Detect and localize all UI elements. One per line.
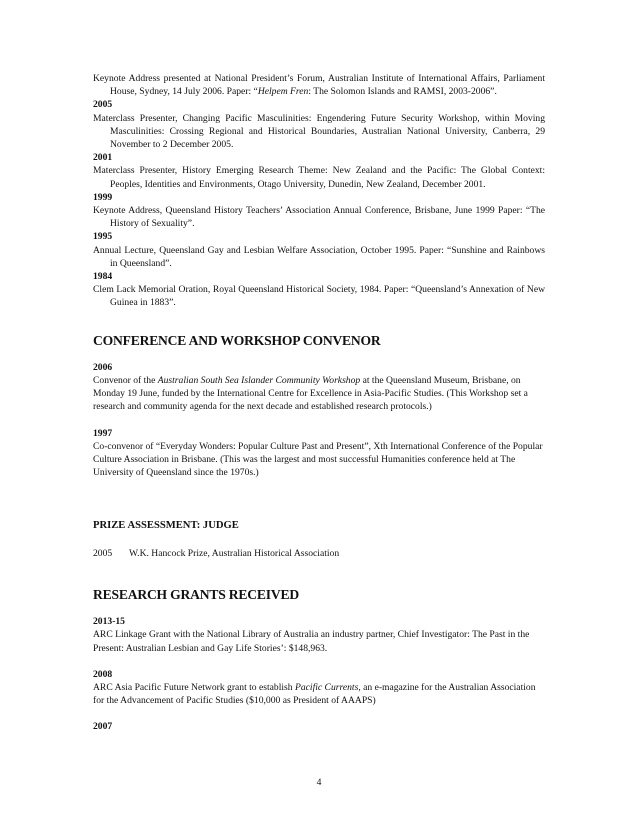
page-number: 4 xyxy=(316,777,322,788)
entry-text: Keynote Address, Queensland History Teachers’ Association Annual Conference, Brisbane, June 1999 Paper: “The History of Sexuality”. xyxy=(93,205,545,230)
entry-text: Annual Lecture, Queensland Gay and Lesbian Welfare Association, October 1995. Paper: “Sunshine and Rainbows in Queensland”. xyxy=(93,244,545,269)
entry-text: Materclass Presenter, Changing Pacific Masculinities: Engendering Future Security Workshop, within Moving Masculinities: Crossing Regional and Historical Boundaries, Australian National University, Canberra, 29 November to 2 December 2005. xyxy=(93,112,545,151)
year-label: 2006 xyxy=(93,361,113,373)
year-label: 1997 xyxy=(93,427,113,439)
entry-text: Materclass Presenter, History Emerging Research Theme: New Zealand and the Pacific: The Global Context: Peoples, Identities and Environments, Otago University, Dunedin, New Zealand, December 2001. xyxy=(93,165,545,190)
year-label: 2005 xyxy=(93,99,113,111)
year-label: 2001 xyxy=(93,152,113,164)
entry-text: ARC Asia Pacific Future Network grant to establish Pacific Currents, an e-magazine for the Australian Association for the Advancement of Pacific Studies ($10,000 as President of AAAPS) xyxy=(93,681,536,707)
year-label: 1995 xyxy=(93,231,113,243)
section-heading-prize: PRIZE ASSESSMENT: JUDGE xyxy=(93,520,239,532)
year-label: 2005 xyxy=(93,547,113,559)
entry-text: Clem Lack Memorial Oration, Royal Queensland Historical Society, 1984. Paper: “Queensland’s Annexation of New Guinea in 1883”. xyxy=(93,284,545,309)
year-label: 2007 xyxy=(93,721,113,733)
entry-text: Co-convenor of “Everyday Wonders: Popular Culture Past and Present”, Xth International Conference of the Popular Culture Association in Brisbane. (This was the largest and most successful Humanities conference held at The University of Queensland since the 1970s.) xyxy=(93,440,543,479)
entry-text: Convenor of the Australian South Sea Islander Community Workshop at the Queensland Museum, Brisbane, on Monday 19 June, funded by the International Centre for Excellence in Asia-Pacific Studies. (This Workshop set a research and community agenda for the next decade and established research protocols.) xyxy=(93,375,528,413)
year-label: 1999 xyxy=(93,191,113,203)
entry-text: W.K. Hancock Prize, Australian Historical Association xyxy=(129,547,340,559)
entry-keynote-2006: Keynote Address presented at National President’s Forum, Australian Institute of International Affairs, Parliament House, Sydney, 14 July 2006. Paper: “Helpem Fren: The Solomon Islands and RAMSI, 2003-2006”. xyxy=(93,73,545,98)
entry-text: ARC Linkage Grant with the National Library of Australia an industry partner, Chief Investigator: The Past in the Present: Australian Lesbian and Gay Life Stories’: $148,963. xyxy=(93,629,530,654)
year-label: 2008 xyxy=(93,668,113,680)
year-label: 1984 xyxy=(93,271,113,283)
section-heading-grants: RESEARCH GRANTS RECEIVED xyxy=(93,586,299,602)
section-heading-convenor: CONFERENCE AND WORKSHOP CONVENOR xyxy=(93,332,381,348)
year-label: 2013-15 xyxy=(93,616,125,628)
prize-entry xyxy=(93,547,545,560)
page-content xyxy=(93,72,545,734)
